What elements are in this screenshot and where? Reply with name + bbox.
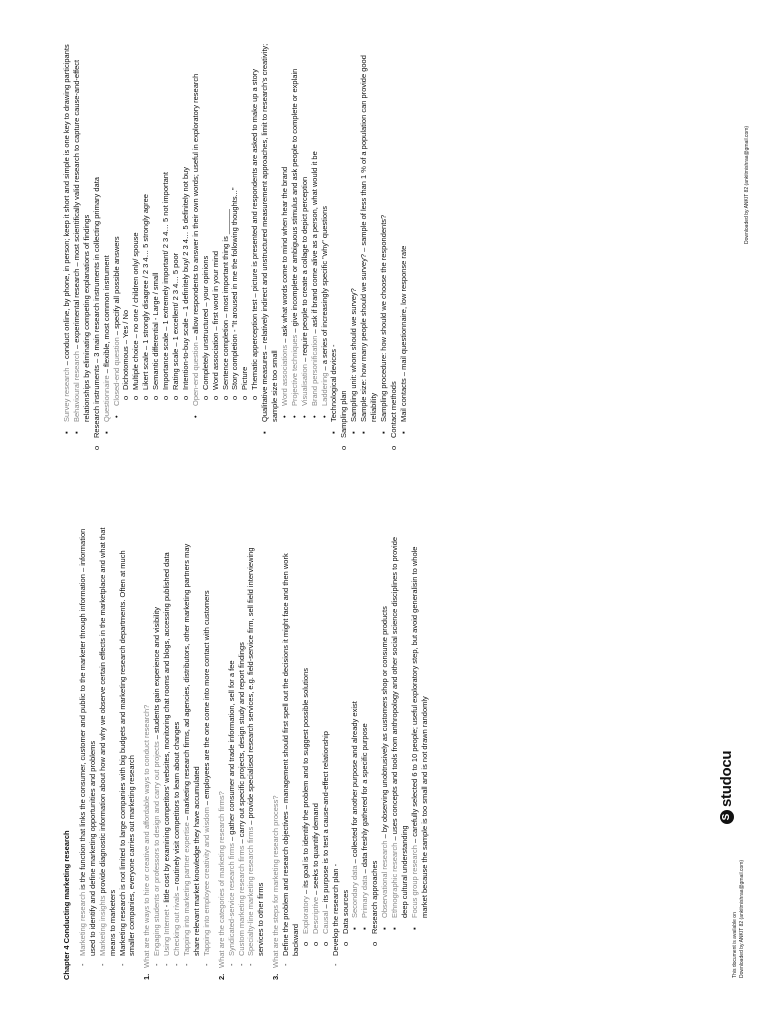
qualitative-list — [280, 30, 330, 484]
list-item: o Sentence completion – most important thing is ______ — [220, 209, 230, 400]
intro-item: - Marketing insights provide diagnostic information about how and why we observe certain effects in the marketplace and what that means to marketers — [97, 527, 117, 966]
list-item: • Visualisation – require people to create a collage to depict perception — [299, 176, 309, 418]
open-end-list — [201, 30, 260, 484]
data-sources-heading: o Data sources — [340, 889, 350, 946]
list-item: ▪ Ethnographic research – uses concepts and tools from anthropology and other social science disciplines to provide deep cultural understanding — [390, 536, 409, 930]
list-item: - Syndicated-service research firms – gather consumer and trade information, sell for a fee — [226, 660, 236, 966]
list-item: - Using Internet - little cost by examining competitors' websites, monitoring chat rooms and blogs, accessing published data — [162, 552, 172, 966]
sampling-list — [349, 30, 389, 484]
list-item: • Projective techniques – give incomplete or ambiguous stimulus and ask people to complete or explain — [289, 68, 299, 418]
list-item: o Word association – first word in your mind — [210, 250, 220, 400]
list-item: - Tapping into marketing partner expertise – marketing research firms, ad agencies, distributors, other marketing partners may share relevant market knowledge they have accumulated — [181, 543, 201, 966]
step-research-plan: - Develop the research plan - — [330, 863, 340, 966]
data-sources-list — [350, 526, 370, 980]
downloaded-text-right: Downloaded by ANKIT 82 (ankitmishraa@gmail.com) — [744, 125, 750, 244]
research-approaches-heading: o Research approaches — [370, 860, 380, 946]
list-item: o Story completion - "It aroused in me the following thoughts..." — [230, 187, 240, 400]
list-item: - Engaging students or professors to design and carry out projects – students gain experience and visibility — [152, 607, 162, 966]
closed-end-item: • Closed-end question – specify all possible answers — [111, 236, 121, 418]
left-column — [62, 526, 430, 980]
list-item: ▪ Behavioural research – experimental research – most scientifically valid research to capture cause-and-effect relationships by eliminating competing explanations of findings — [71, 59, 91, 434]
list-item: ▪ Mail contacts – mail questionnaire, low response rate — [398, 245, 408, 434]
list-item: o Rating scale – 1 excellent/ 2 3 4… 5 poor — [170, 252, 180, 400]
list-item: o Descriptive – seeks to quantify demand — [310, 803, 320, 946]
list-item: o Semantic differential - Large / small — [151, 272, 161, 400]
list-item: ▪ Sampling unit: whom should we survey? — [349, 288, 359, 434]
list-item: • Brand personification – ask if brand come alive as a person, what would it be — [309, 151, 319, 418]
right-column — [62, 30, 409, 484]
intro-list — [78, 526, 137, 980]
chapter-title: Chapter 4 Conducting marketing research — [62, 830, 71, 980]
sampling-plan-heading: o Sampling plan — [339, 390, 349, 450]
list-item: o Intention-to-buy scale – 1 definitely buy/ 2 3 4… 5 definitely not buy — [180, 166, 190, 400]
contact-list — [399, 30, 409, 484]
studocu-logo-text: studocu — [718, 750, 735, 807]
open-end-item: • Open-end question – allow respondents to answer in their own words; useful in exploratory research — [190, 73, 200, 418]
closed-end-list — [121, 30, 190, 484]
list-item: o Picture — [240, 366, 250, 400]
list-item: o Multiple choice – no one / children only/ spouse — [131, 232, 141, 400]
list-item: ▪ Primary data – data freshly gathered for a specific purpose — [360, 723, 370, 930]
questionnaire-item: ▪ Questionnaire – flexible, most common instrument — [101, 255, 111, 434]
question-2: 2. What are the categories of marketing research firms? — [216, 791, 226, 980]
question-1: 1. What are the ways to hire or creative and affordable ways to conduct research? — [142, 704, 152, 980]
q2-list — [227, 526, 267, 980]
step-define-problem: - Define the problem and research objectives – management should first spell out the decisions it might face and then work backward — [281, 553, 301, 966]
studocu-logo — [718, 751, 735, 824]
qualitative-measures-item: ▪ Qualitative measures – relatively indirect and unstructured measurement approaches, limit to research's creativity; sample size too small — [260, 43, 280, 434]
technological-devices-item: ▪ Technological devices - — [329, 344, 339, 434]
list-item: o Causal – its purpose is to test a cause-and-effect relationship — [320, 731, 330, 946]
q1-list — [152, 526, 211, 980]
studocu-logo-icon: S — [720, 810, 734, 824]
list-item: • Word associations – ask what words come to mind when hear the brand — [279, 166, 289, 418]
list-item: ▪ Secondary data – collected for another purpose and already exist — [350, 701, 360, 930]
list-item: - Checking out rivals – routinely visit competitors to learn about changes — [172, 721, 182, 966]
list-item: o Exploratory – its goal is to identify the problem and to suggest possible solutions — [300, 668, 310, 946]
list-item: ▪ Sampling procedure: how should we choose the respondents? — [379, 214, 388, 434]
intro-item: - Marketing research is not limited to large companies with big budgets and marketing research departments. Often at much smaller companies, everyone carries out marketing research — [117, 550, 137, 966]
list-item: - Custom marketing research firms – carry out specific projects, design study and report findings — [236, 642, 246, 966]
list-item: o Likert scale – 1 strongly disagree / 2 3 4… 5 strongly agree — [141, 194, 151, 400]
list-item: o Dichotomous – Yes / No — [121, 309, 131, 400]
list-item: • Laddering – a series of increasingly specific "why" questions — [319, 205, 329, 418]
question-3: 3. What are the steps for marketing research process? — [271, 795, 281, 980]
list-item: o Thematic apperception test – picture is presented and respondents are asked to make up a story — [250, 68, 260, 400]
list-item: - Specialty-line marketing research firms – provide specialised research services, e.g. field-service firm, sell field interviewing services to other firms — [246, 547, 266, 966]
research-instruments-heading: o Research instruments – 3 main research instruments in collecting primary data — [91, 177, 101, 450]
research-types-list — [301, 526, 331, 980]
survey-behavioural-list — [62, 30, 92, 484]
list-item: ▪ Focus group research – carefully selected 6 to 10 people; useful exploratory step, but avoid generalisin to whole market because the sample is too small and is not drawn randomly — [409, 546, 429, 930]
list-item: ▪ Sample size: how many people should we survey? – sample of less than 1 % of a population can provide good reliability — [359, 55, 379, 434]
research-approaches-list — [380, 526, 430, 980]
available-text: This document is available on — [732, 912, 738, 978]
intro-item: - Marketing research is the function that links the consumer, customer and public to the marketer through information – information used to identify and define marketing opportunities and problems — [77, 528, 97, 966]
footer-note — [732, 678, 746, 978]
contact-methods-heading: o Contact methods — [388, 381, 398, 450]
list-item: - Tapping into employee creativity and wisdom – employees are the one come into more contact with customers — [201, 590, 211, 966]
list-item: ▪ Observational research – by observing unobtrusively as customers shop or consume products — [380, 606, 390, 930]
list-item: o Completely unstructured – your opinions — [200, 255, 210, 400]
downloaded-text: Downloaded by ANKIT 82 (ankitmishraa@gmail.com) — [739, 859, 745, 978]
list-item: o Importance scale – 1 extremely important/ 2 3 4… 5 not important — [161, 171, 171, 400]
list-item: ▪ Survey research – conduct online, by phone, in person; keep it short and simple is one key to drawing participants — [62, 44, 71, 434]
